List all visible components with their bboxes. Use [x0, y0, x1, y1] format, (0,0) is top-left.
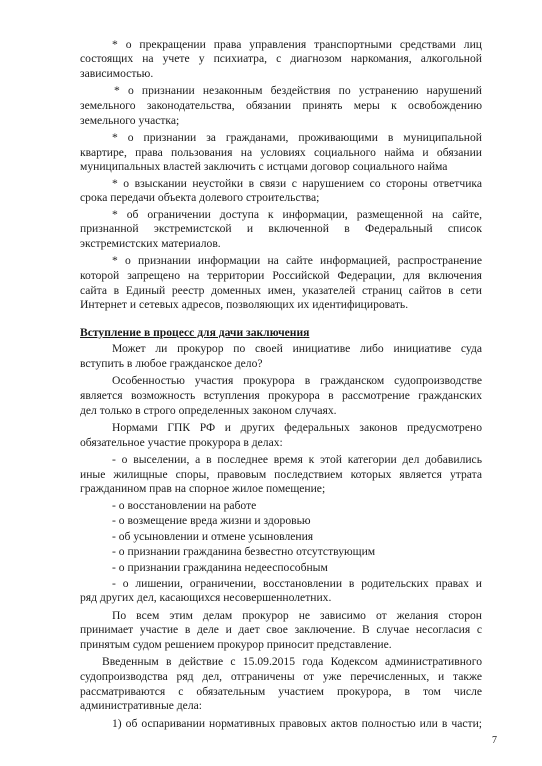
text-line: состоящих на учете у психиатра, с диагнозом наркомания, алкогольной: [80, 52, 482, 65]
text-line: обязательное участие прокурора в делах:: [80, 436, 283, 449]
text-line: * о прекращении права управления транспортными средствами лиц: [112, 38, 482, 51]
text-line: квартире, права пользования на условиях социального найма и обязании: [80, 146, 482, 159]
text-line: гражданином прав на спорное жилое помещение;: [80, 482, 326, 495]
text-line: судопроизводства ряд дел, отграничены от уже перечисленных, и также: [80, 670, 482, 683]
text-line: которой запрещено на территории Российской Федерации, для включения: [80, 269, 482, 282]
text-line: вступить в любое гражданское дело?: [80, 357, 263, 370]
section-heading: Вступление в процесс для дачи заключения: [80, 326, 310, 339]
text-line: - о лишении, ограничении, восстановлении в родительских правах и: [112, 577, 482, 590]
text-line: * об ограничении доступа к информации, размещенной на сайте,: [112, 208, 482, 221]
text-line: - о выселении, а в последнее время к этой категории дел добавились: [112, 453, 482, 466]
text-line: * о признании за гражданами, проживающими в муниципальной: [112, 131, 482, 144]
text-line: 1) об оспаривании нормативных правовых актов полностью или в части;: [112, 717, 482, 730]
text-line: Особенностью участия прокурора в гражданском судопроизводстве: [112, 374, 482, 387]
text-line: административные дела:: [80, 699, 202, 712]
text-line: Интернет и сетевых адресов, позволяющих их идентифицировать.: [80, 298, 409, 311]
text-line: * о взыскании неустойки в связи с нарушением со стороны ответчика: [112, 177, 482, 190]
text-line: принимает участие в деле и дает свое заключение. В случае несогласия с: [80, 623, 482, 636]
text-line: ряд других дел, касающихся несовершеннолетних.: [80, 591, 332, 604]
text-line: признанной экстремистской и включенной в Федеральный список: [80, 222, 482, 235]
text-line: земельного законодательства, обязании принять меры к освобождению: [80, 99, 482, 112]
text-line: иные жилищные споры, правовым последствием которых является утрата: [80, 468, 482, 481]
text-line: По всем этим делам прокурор не зависимо от желания сторон: [112, 609, 482, 622]
text-line: - о признании гражданина безвестно отсутствующим: [112, 545, 376, 558]
text-line: - о восстановлении на работе: [112, 499, 257, 512]
text-line: Нормами ГПК РФ и других федеральных законов предусмотрено: [112, 421, 482, 434]
text-line: муниципальных властей заключить с истцами договор социального найма: [80, 160, 448, 173]
text-line: - о возмещение вреда жизни и здоровью: [112, 514, 311, 527]
text-line: зависимостью.: [80, 67, 154, 80]
text-line: земельного участка;: [80, 114, 180, 127]
text-line: сайта в Единый реестр доменных имен, указателей страниц сайтов в сети: [80, 284, 482, 297]
text-line: * о признании информации на сайте информацией, распространение: [112, 254, 482, 267]
text-line: рассматриваются с обязательным участием прокурора, в том числе: [80, 685, 482, 698]
text-line: экстремистских материалов.: [80, 237, 221, 250]
page-number: 7: [492, 735, 497, 746]
text-line: - об усыновлении и отмене усыновления: [112, 530, 314, 543]
text-line: срока передачи объекта долевого строительства;: [80, 191, 320, 204]
text-line: * о признании незаконным бездействия по устранению нарушений: [114, 84, 482, 97]
text-line: - о признании гражданина недееспособным: [112, 561, 328, 574]
text-line: Может ли прокурор по своей инициативе либо инициативе суда: [112, 342, 482, 355]
text-line: является возможность вступления прокурора в рассмотрение гражданских: [80, 389, 482, 402]
text-line: дел только в строго определенных законом случаях.: [80, 404, 337, 417]
text-line: принятым судом решением прокурор приносит представление.: [80, 638, 392, 651]
text-line: Введенным в действие с 15.09.2015 года Кодексом административного: [102, 655, 482, 668]
